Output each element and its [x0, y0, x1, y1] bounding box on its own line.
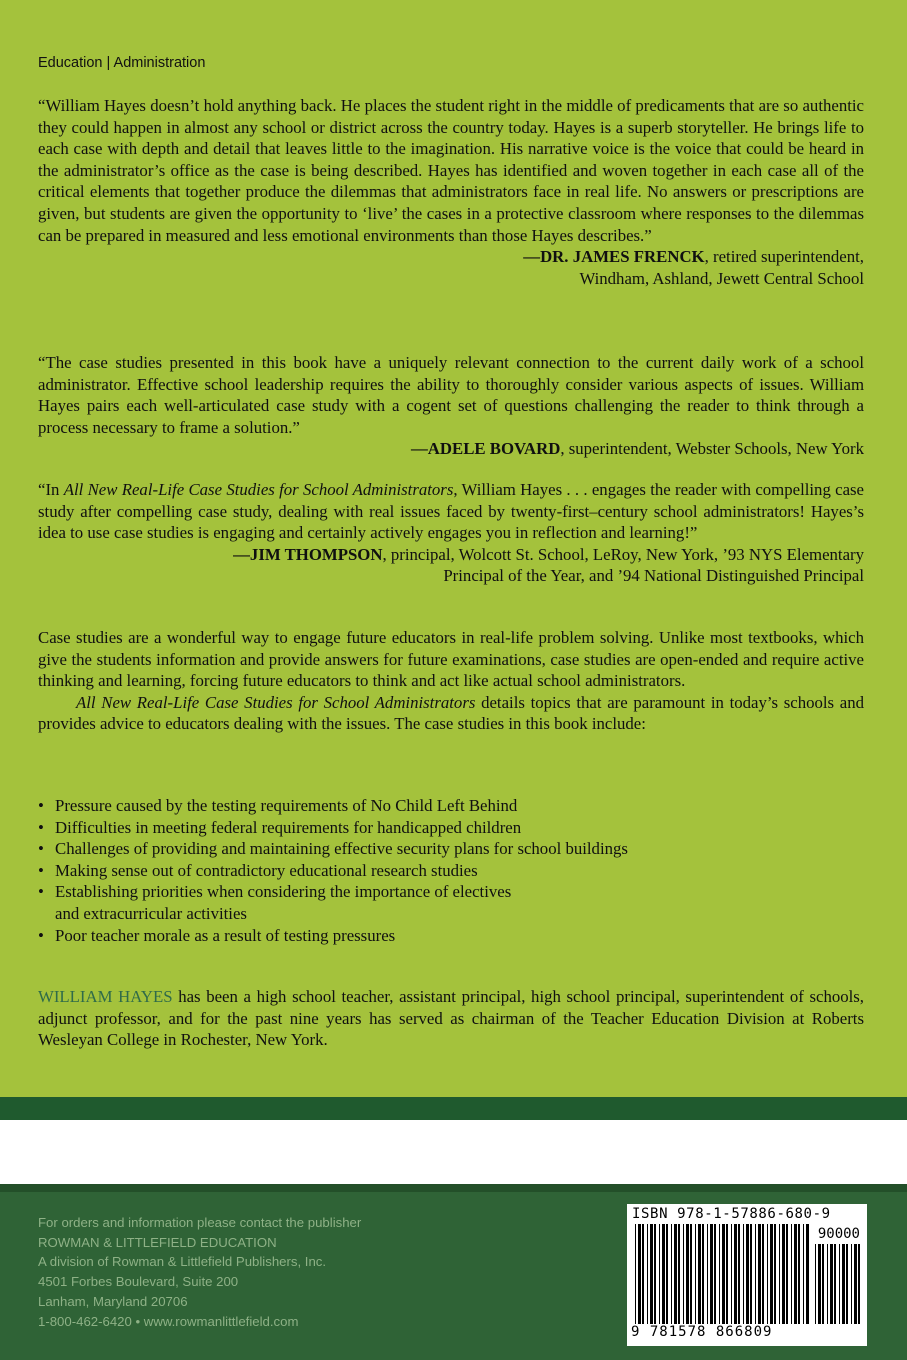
endorsement-bovard [38, 352, 864, 460]
barcode-bar [698, 1224, 701, 1324]
barcode-bar [666, 1224, 668, 1324]
barcode-bar [731, 1224, 732, 1324]
endorsement-quote: “William Hayes doesn’t hold anything back. He places the student right in the middle of predicaments that are so authentic they could happen in almost any school or district across the country today. Hayes is a superb storyteller. He brings life to each case with depth and detail that leaves little to the imagination. His narrative voice is the voice that could be heard in the administrator’s office as the case is being described. Hayes has identified and woven together in each case all of the critical elements that together produce the dilemmas that administrators face in real life. No answers or prescriptions are given, but students are given the opportunity to ‘live’ the cases in a protective classroom where responses to the dilemmas can be prepared in measured and less emotional environments than those Hayes describes.” [38, 96, 864, 245]
author-bio-text: has been a high school teacher, assistant principal, high school principal, superintendent of schools, adjunct professor, and for the past nine years has served as chairman of the Teacher Education Division at Roberts Wesleyan College in Rochester, New York. [38, 987, 865, 1050]
bullet-icon: • [38, 796, 44, 815]
endorsement-attribution [38, 246, 864, 289]
barcode-bar [758, 1224, 761, 1324]
barcode-bar [842, 1244, 845, 1324]
book-title: All New Real-Life Case Studies for School Administrators [63, 480, 454, 499]
barcode-bar [683, 1224, 684, 1324]
barcode-bar [654, 1224, 656, 1324]
endorser-affiliation: Windham, Ashland, Jewett Central School [579, 268, 864, 288]
barcode-bar [767, 1224, 768, 1324]
list-item [38, 881, 864, 924]
list-item [38, 860, 864, 882]
barcode-bar [806, 1224, 809, 1324]
bullet-icon: • [38, 925, 44, 945]
barcode-bar [726, 1224, 728, 1324]
quote-text: , William Hayes . . . engages the reader with compelling case study after compelling case study, dealing with real issues faced by twenty-first–century school administrators! Hayes’s idea to use case studies is engaging and certainly actively engages you in reflection and learning!” [38, 480, 865, 543]
barcode-bar [798, 1224, 800, 1324]
barcode-bar [791, 1224, 792, 1324]
bullet-icon: • [38, 882, 44, 902]
book-title: All New Real-Life Case Studies for School Administrators [76, 692, 476, 712]
endorsement-quote: “The case studies presented in this book have a uniquely relevant connection to the current daily work of a school administrator. Effective school leadership requires the ability to thoroughly consider various aspects of issues. William Hayes pairs each well-articulated case study with a cogent set of questions challenging the reader to think through a process necessary to frame a solution.” [38, 353, 864, 437]
publisher-address: 4501 Forbes Boulevard, Suite 200 [38, 1274, 239, 1290]
barcode-bar [746, 1224, 749, 1324]
list-item [38, 795, 864, 817]
endorsement-attribution [38, 438, 864, 460]
barcode-bar [750, 1224, 752, 1324]
barcode-bar [714, 1224, 716, 1324]
list-item-text: Difficulties in meeting federal requirements for handicapped children [55, 817, 522, 837]
barcode-bar [734, 1224, 737, 1324]
list-item [38, 925, 864, 947]
case-study-topics-list [38, 795, 864, 946]
barcode-bar [647, 1224, 648, 1324]
barcode-bar [774, 1224, 776, 1324]
barcode-bar [834, 1244, 836, 1324]
publisher-line: For orders and information please contact the publisher [38, 1215, 362, 1230]
barcode-bar [794, 1224, 797, 1324]
barcode-bar [827, 1244, 828, 1324]
barcode-bar [674, 1224, 677, 1324]
endorsement-frenck [38, 95, 864, 289]
endorsement-attribution [38, 544, 864, 587]
barcode-bar [671, 1224, 672, 1324]
barcode-bar [707, 1224, 708, 1324]
endorser-name: —JIM THOMPSON [233, 544, 383, 564]
barcode-bar [678, 1224, 680, 1324]
barcode-addon-bars-icon [815, 1244, 861, 1324]
barcode-bar [782, 1224, 785, 1324]
publisher-address: Lanham, Maryland 20706 [38, 1293, 188, 1309]
publisher-name: ROWMAN & LITTLEFIELD EDUCATION [38, 1234, 277, 1250]
barcode-bar [722, 1224, 725, 1324]
barcode-bar [830, 1244, 833, 1324]
endorser-name: —ADELE BOVARD [411, 439, 561, 459]
list-item-text: Poor teacher morale as a result of testing pressures [55, 925, 396, 945]
bullet-icon: • [38, 839, 44, 859]
barcode-bar [846, 1244, 848, 1324]
barcode-bar [786, 1224, 788, 1324]
isbn-barcode [627, 1204, 867, 1346]
endorsement-quote [38, 479, 864, 544]
endorser-role: , principal, Wolcott St. School, LeRoy, New York, ’93 NYS Elementary [382, 544, 864, 564]
barcode-bars-icon [635, 1224, 809, 1324]
barcode-bar [662, 1224, 665, 1324]
list-item-text: Establishing priorities when considering the importance of electives [55, 882, 512, 902]
barcode-bar [719, 1224, 720, 1324]
barcode-bar [710, 1224, 713, 1324]
author-name: WILLIAM HAYES [38, 987, 173, 1006]
barcode-bar [659, 1224, 660, 1324]
barcode-bar [690, 1224, 692, 1324]
endorser-role: , superintendent, Webster Schools, New York [560, 439, 864, 459]
ean-number: 9 781578 866809 [631, 1324, 773, 1340]
white-band [0, 1120, 907, 1184]
barcode-bar [851, 1244, 852, 1324]
publisher-contact [38, 1213, 361, 1331]
barcode-bar [695, 1224, 696, 1324]
category-label: Education | Administration [38, 55, 206, 71]
barcode-bar [642, 1224, 644, 1324]
quote-text: “In [38, 480, 64, 499]
publisher-line: A division of Rowman & Littlefield Publishers, Inc. [38, 1254, 327, 1270]
dark-stripe [0, 1097, 907, 1120]
endorser-affiliation: Principal of the Year, and ’94 National Distinguished Principal [443, 566, 864, 586]
barcode-bar [743, 1224, 744, 1324]
endorsement-thompson [38, 479, 864, 587]
barcode-bar [635, 1224, 636, 1324]
barcode-bar [755, 1224, 756, 1324]
isbn-number: ISBN 978-1-57886-680-9 [632, 1206, 831, 1222]
list-item-text: Challenges of providing and maintaining effective security plans for school buildings [55, 839, 628, 859]
publisher-phone-web: 1-800-462-6420 • www.rowmanlittlefield.com [38, 1313, 299, 1329]
barcode-bar [839, 1244, 840, 1324]
barcode-bar [815, 1244, 816, 1324]
barcode-bar [686, 1224, 689, 1324]
barcode-bar [702, 1224, 704, 1324]
description-paragraph-2 [38, 692, 864, 735]
barcode-bar [779, 1224, 780, 1324]
bullet-icon: • [38, 817, 44, 837]
barcode-bar [818, 1244, 821, 1324]
list-item [38, 838, 864, 860]
barcode-bar [822, 1244, 824, 1324]
barcode-bar [803, 1224, 804, 1324]
barcode-bar [638, 1224, 641, 1324]
endorser-role: , retired superintendent, [704, 247, 864, 267]
barcode-bar [854, 1244, 857, 1324]
footer-rule [0, 1184, 907, 1192]
bullet-icon: • [38, 860, 44, 880]
description-text: details topics that are paramount in today’s schools and provides advice to educators dealing with the issues. The case studies in this book include: [38, 692, 864, 734]
barcode-bar [762, 1224, 764, 1324]
barcode-bar [738, 1224, 740, 1324]
author-bio [38, 986, 864, 1051]
description-paragraph-1: Case studies are a wonderful way to engage future educators in real-life problem solving. Unlike most textbooks, which give the students information and provide answers for future examinations, case studies are open-ended and require active thinking and learning, forcing future educators to think and act like actual school administrators. [38, 628, 864, 691]
barcode-bar [858, 1244, 860, 1324]
price-code: 90000 [817, 1226, 860, 1242]
barcode-bar [650, 1224, 653, 1324]
list-item-text-continued: and extracurricular activities [55, 903, 247, 923]
list-item-text: Making sense out of contradictory educational research studies [55, 860, 478, 880]
barcode-bar [770, 1224, 773, 1324]
list-item-text: Pressure caused by the testing requirements of No Child Left Behind [55, 796, 518, 815]
book-description [38, 627, 864, 735]
list-item [38, 817, 864, 839]
endorser-name: —DR. JAMES FRENCK [523, 247, 705, 267]
